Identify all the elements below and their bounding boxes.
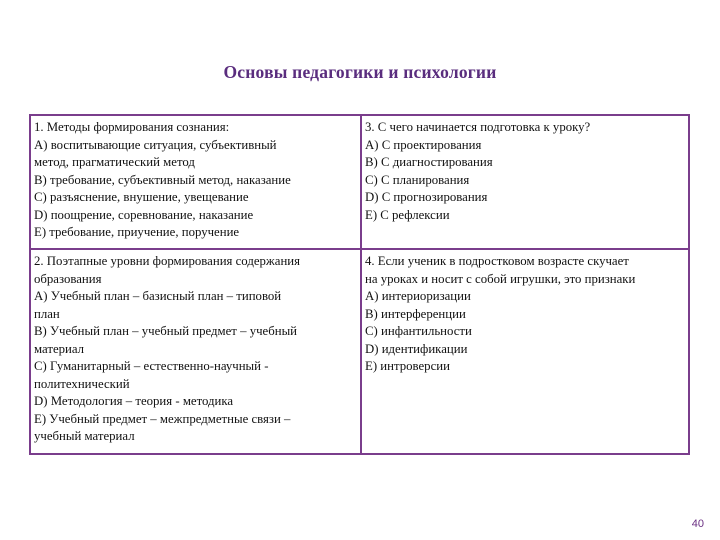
question-4-prompt: 4. Если ученик в подростковом возрасте скучает	[365, 254, 629, 268]
question-3-line: С) С планирования	[365, 172, 470, 187]
table-row	[30, 249, 689, 454]
question-4-line: Е) интроверсии	[365, 359, 450, 373]
question-2-prompt: 2. Поэтапные уровни формирования содержания	[34, 254, 301, 268]
question-3-line: В) С диагностирования	[365, 155, 493, 169]
question-1-prompt: 1. Методы формирования сознания:	[34, 120, 230, 134]
question-1-line: метод, прагматический метод	[34, 155, 195, 169]
question-4-line: А) интериоризации	[365, 289, 471, 303]
question-4-line: В) интерференции	[365, 306, 466, 321]
page-number: 40	[691, 518, 704, 530]
question-cell-4	[361, 249, 689, 454]
question-3-line: D) С прогнозирования	[365, 190, 488, 204]
question-2-line: образования	[34, 271, 102, 286]
question-1-line: С) разъяснение, внушение, увещевание	[34, 190, 249, 204]
question-1-line: А) воспитывающие ситуация, субъективный	[34, 137, 277, 152]
table-row	[30, 115, 689, 249]
question-cell-2	[30, 249, 361, 454]
question-3-line: Е) С рефлексии	[365, 207, 450, 222]
questions-table	[29, 114, 690, 455]
question-2-line: В) Учебный план – учебный предмет – учебный	[34, 324, 298, 338]
question-3-prompt: 3. С чего начинается подготовка к уроку?	[365, 120, 591, 134]
question-cell-1	[30, 115, 361, 249]
question-4-line: D) идентификации	[365, 341, 468, 356]
question-4-line: С) инфантильности	[365, 324, 472, 338]
question-4-line: на уроках и носит с собой игрушки, это признаки	[365, 271, 636, 286]
question-2-line: материал	[34, 341, 85, 356]
question-3-line: А) С проектирования	[365, 137, 482, 152]
question-2-line: Е) Учебный предмет – межпредметные связи –	[34, 411, 291, 426]
question-1-line: Е) требование, приучение, поручение	[34, 225, 240, 239]
question-2-line: план	[34, 306, 60, 321]
question-cell-3	[361, 115, 689, 249]
question-2-line: учебный материал	[34, 429, 135, 443]
slide-title: Основы педагогики и психологии	[223, 62, 497, 82]
question-1-line: D) поощрение, соревнование, наказание	[34, 207, 254, 222]
question-2-line: С) Гуманитарный – естественно-научный -	[34, 359, 269, 373]
question-2-line: А) Учебный план – базисный план – типовой	[34, 289, 282, 303]
question-1-line: В) требование, субъективный метод, наказание	[34, 172, 291, 187]
question-2-line: D) Методология – теория - методика	[34, 394, 234, 408]
question-2-line: политехнический	[34, 376, 130, 391]
